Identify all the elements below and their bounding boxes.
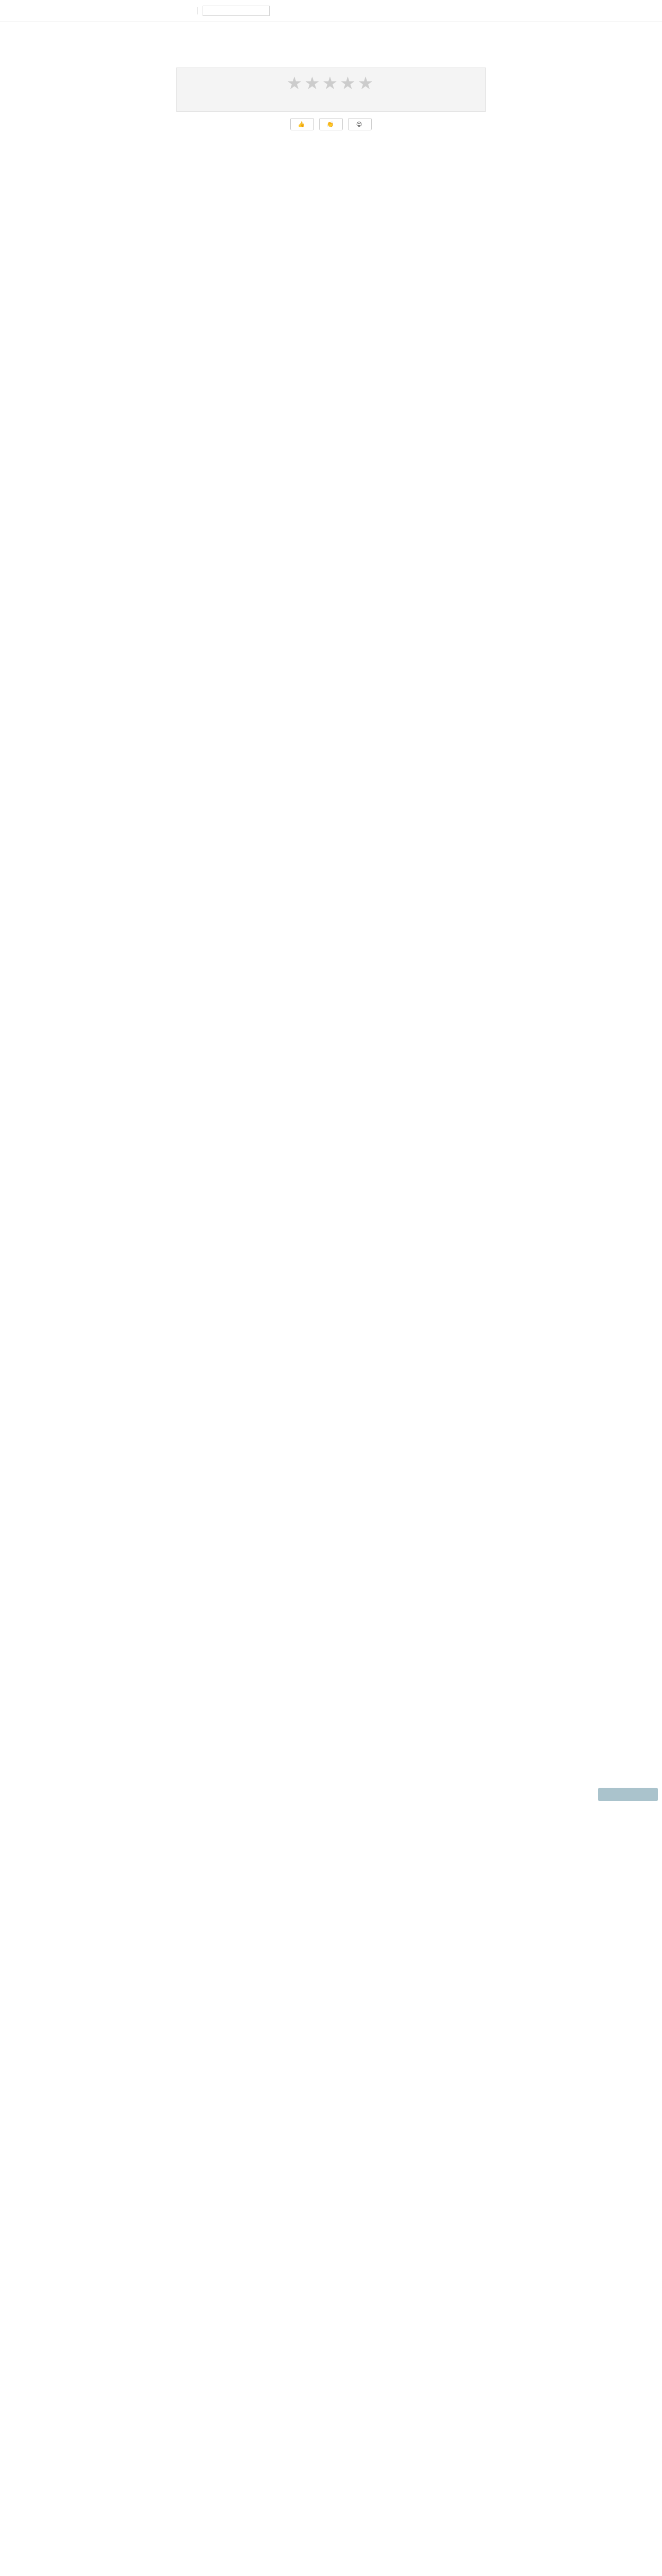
reaction-button-2[interactable] xyxy=(319,118,343,130)
star-icon[interactable]: ★ xyxy=(304,73,322,94)
smile-icon: 😊 xyxy=(356,121,362,128)
clap-icon: 👏 xyxy=(326,121,334,128)
top-bar xyxy=(0,0,662,22)
star-rating[interactable] xyxy=(177,74,485,93)
rating-box xyxy=(176,67,486,112)
reaction-button-1[interactable] xyxy=(290,118,314,130)
star-icon[interactable]: ★ xyxy=(340,73,358,94)
search-input[interactable] xyxy=(203,6,270,16)
thumbs-up-icon: 👍 xyxy=(297,121,305,128)
star-icon[interactable]: ★ xyxy=(322,73,340,94)
star-icon[interactable]: ★ xyxy=(286,73,305,94)
reaction-buttons xyxy=(0,118,662,130)
page-top-button[interactable] xyxy=(598,1788,658,1801)
reaction-button-3[interactable] xyxy=(348,118,372,130)
star-icon[interactable]: ★ xyxy=(357,73,376,94)
